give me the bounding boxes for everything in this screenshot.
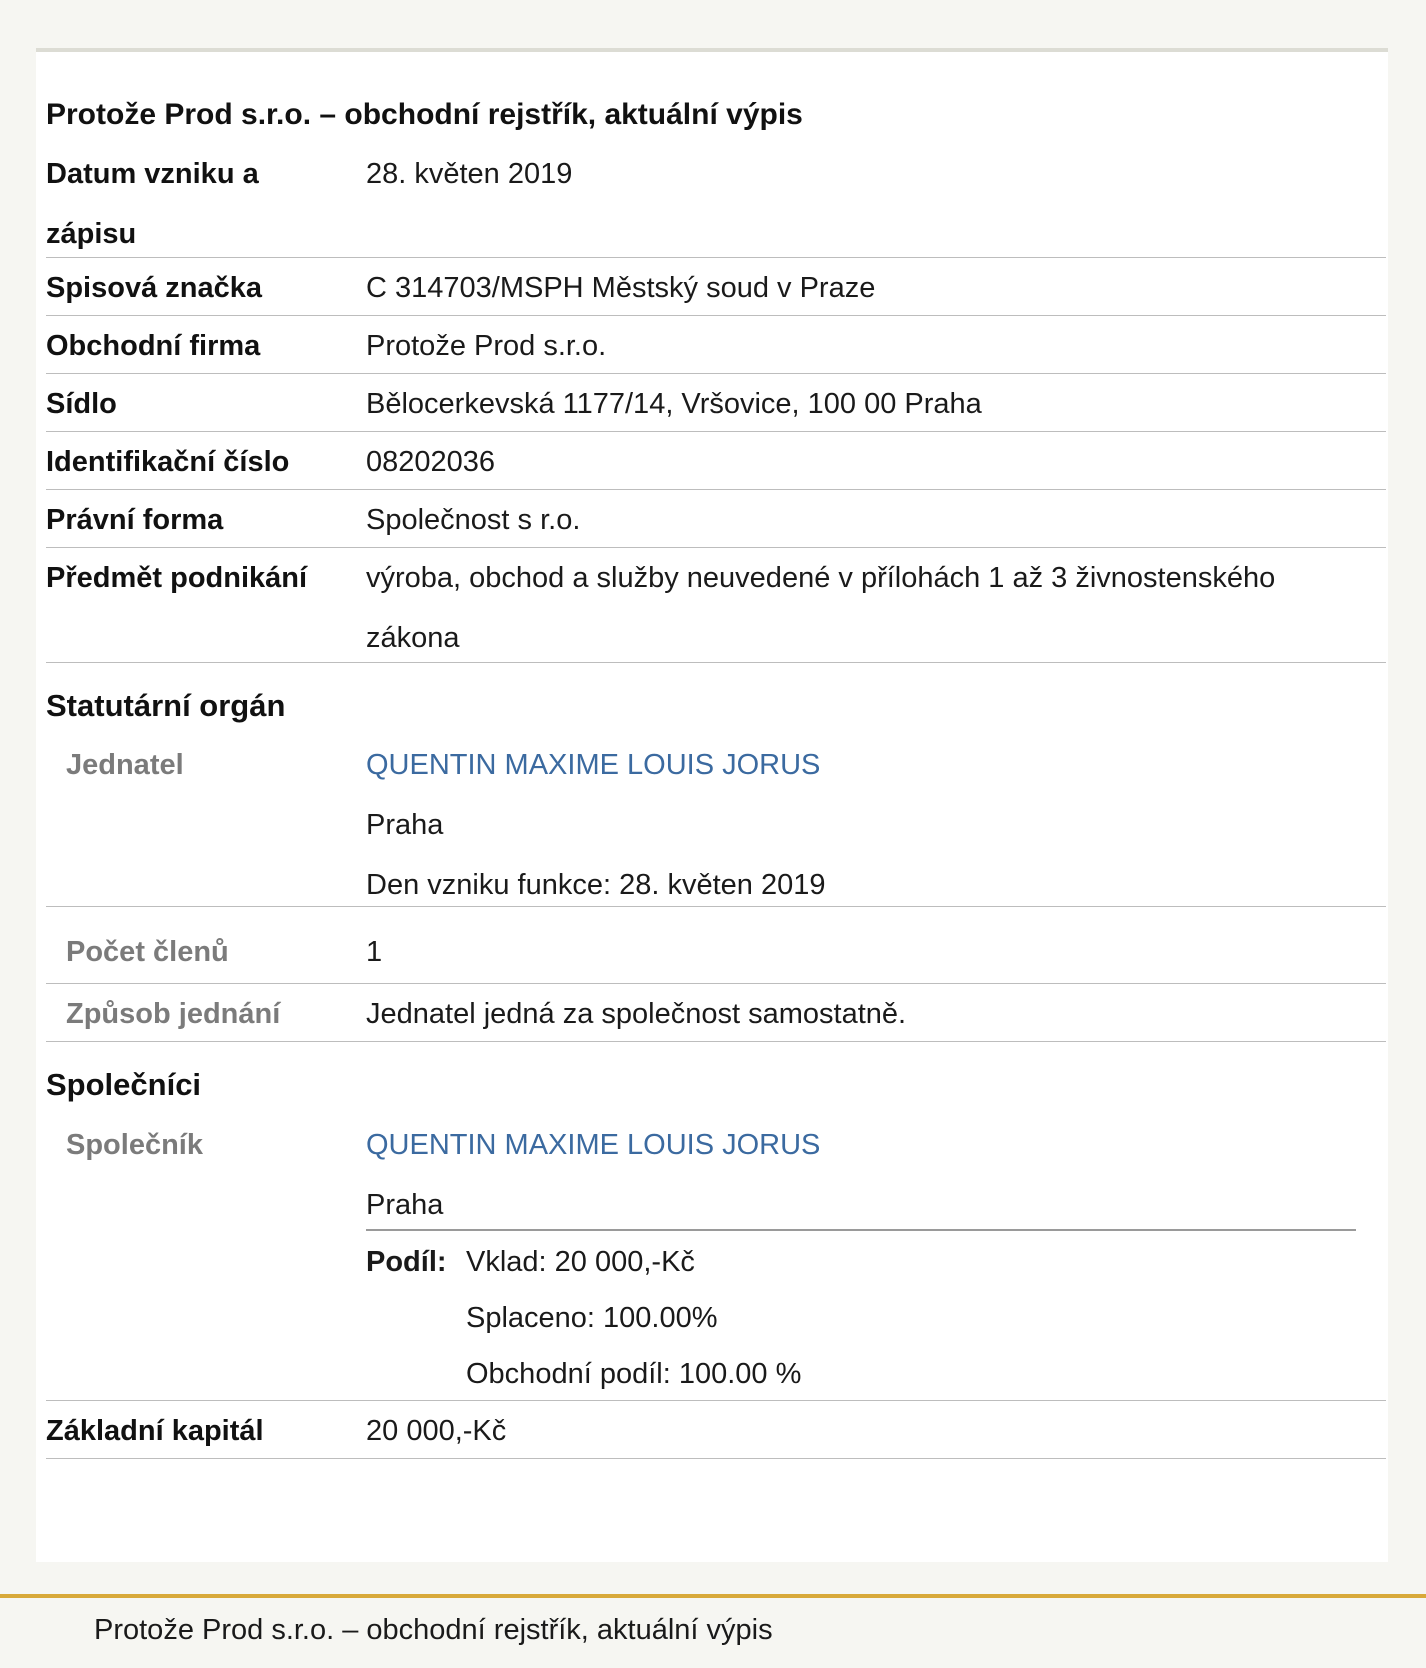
row-value: C 314703/MSPH Městský soud v Praze [366,272,876,304]
row-value: 08202036 [366,446,496,478]
share-deposit: Vklad: 20 000,-Kč [466,1246,695,1278]
page-title: Protože Prod s.r.o. – obchodní rejstřík, aktuální výpis [46,98,803,131]
row-value [366,548,1366,668]
row-label: Základní kapitál [46,1415,264,1447]
row-value: Bělocerkevská 1177/14, Vršovice, 100 00 Praha [366,388,982,420]
row-label: Počet členů [66,936,229,968]
row-value [366,1115,1366,1235]
row-label-line-1: Datum vzniku a [46,158,259,190]
row-label-line-2: zápisu [46,218,137,250]
row-value: Protože Prod s.r.o. [366,330,607,362]
row-file-number [46,258,1386,316]
row-label: Právní forma [46,504,224,536]
row-share-capital [46,1401,1386,1459]
row-legal-form [46,490,1386,548]
row-date-established [46,144,1386,258]
row-value: 20 000,-Kč [366,1415,507,1447]
row-value-line-2: zákona [366,622,460,654]
function-start: Den vzniku funkce: 28. květen 2019 [366,869,826,901]
person-name-link[interactable]: QUENTIN MAXIME LOUIS JORUS [366,749,821,781]
row-label: Sídlo [46,388,117,420]
row-value: Společnost s r.o. [366,504,581,536]
footer-text: Protože Prod s.r.o. – obchodní rejstřík, aktuální výpis [94,1614,773,1646]
row-value: 1 [366,936,383,968]
row-company-name [46,316,1386,374]
row-label [46,144,346,264]
row-label: Jednatel [66,749,184,781]
section-heading-statutory: Statutární orgán [46,688,286,723]
row-label: Způsob jednání [66,998,281,1030]
row-label: Společník [66,1129,203,1161]
row-value [366,735,1366,915]
row-label: Předmět podnikání [46,562,308,594]
row-member-count [46,922,1386,984]
row-label: Identifikační číslo [46,446,290,478]
person-city: Praha [366,809,444,841]
share-paid: Splaceno: 100.00% [466,1302,718,1334]
row-registered-office [46,374,1386,432]
row-acting-method [46,984,1386,1042]
section-heading-partners: Společníci [46,1067,202,1102]
person-name-link[interactable]: QUENTIN MAXIME LOUIS JORUS [366,1129,821,1161]
row-identification-number [46,432,1386,490]
share-divider [366,1229,1356,1231]
row-label: Spisová značka [46,272,262,304]
row-managing-director [46,735,1386,907]
share-business-share: Obchodní podíl: 100.00 % [466,1358,802,1390]
share-label: Podíl: [366,1246,447,1278]
footer-divider [0,1594,1426,1598]
row-business-activity [46,548,1386,663]
row-label: Obchodní firma [46,330,261,362]
row-value-line-1: výroba, obchod a služby neuvedené v přílohách 1 až 3 živnostenského [366,562,1276,594]
row-partner [46,1115,1386,1401]
register-extract-panel [36,52,1388,1562]
person-city: Praha [366,1189,444,1221]
row-value: 28. květen 2019 [366,158,573,190]
row-value: Jednatel jedná za společnost samostatně. [366,998,907,1030]
